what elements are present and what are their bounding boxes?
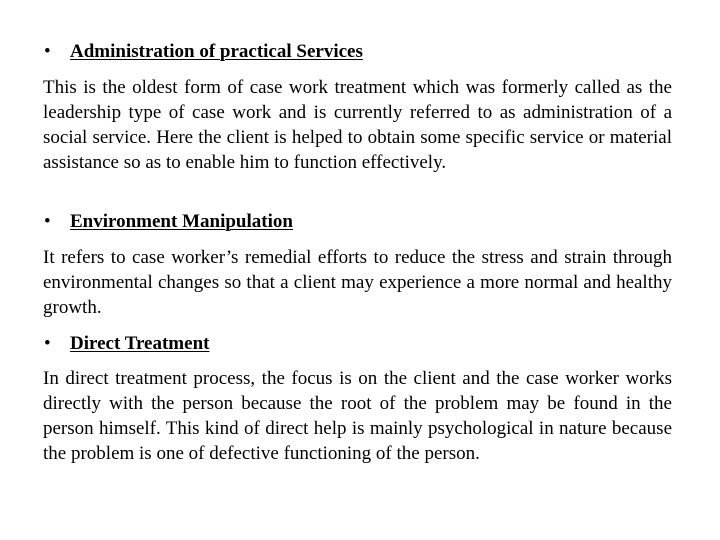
section-heading-environment bbox=[44, 210, 293, 234]
section-body-direct-treatment: In direct treatment process, the focus is on the client and the case worker works directly with the person because the root of the problem may be found in the person himself. This kind of direct help is mainly psychological in nature because the problem is one of defective functioning of the person. bbox=[43, 368, 672, 464]
bullet-icon: • bbox=[44, 211, 51, 232]
heading-text: Environment Manipulation bbox=[70, 211, 293, 232]
heading-text: Administration of practical Services bbox=[70, 41, 363, 62]
bullet-icon: • bbox=[44, 41, 51, 62]
bullet-icon: • bbox=[44, 333, 51, 354]
section-heading-administration bbox=[44, 40, 363, 64]
section-body-administration: This is the oldest form of case work treatment which was formerly called as the leadership type of case work and is currently referred to as administration of a social service. Here the client is helped to obtain some specific service or material assistance so as to enable him to function effectively. bbox=[43, 77, 672, 173]
heading-text: Direct Treatment bbox=[70, 333, 210, 354]
section-body-environment: It refers to case worker’s remedial efforts to reduce the stress and strain through environmental changes so that a client may experience a more normal and healthy growth. bbox=[43, 247, 672, 318]
section-heading-direct-treatment bbox=[44, 332, 209, 356]
